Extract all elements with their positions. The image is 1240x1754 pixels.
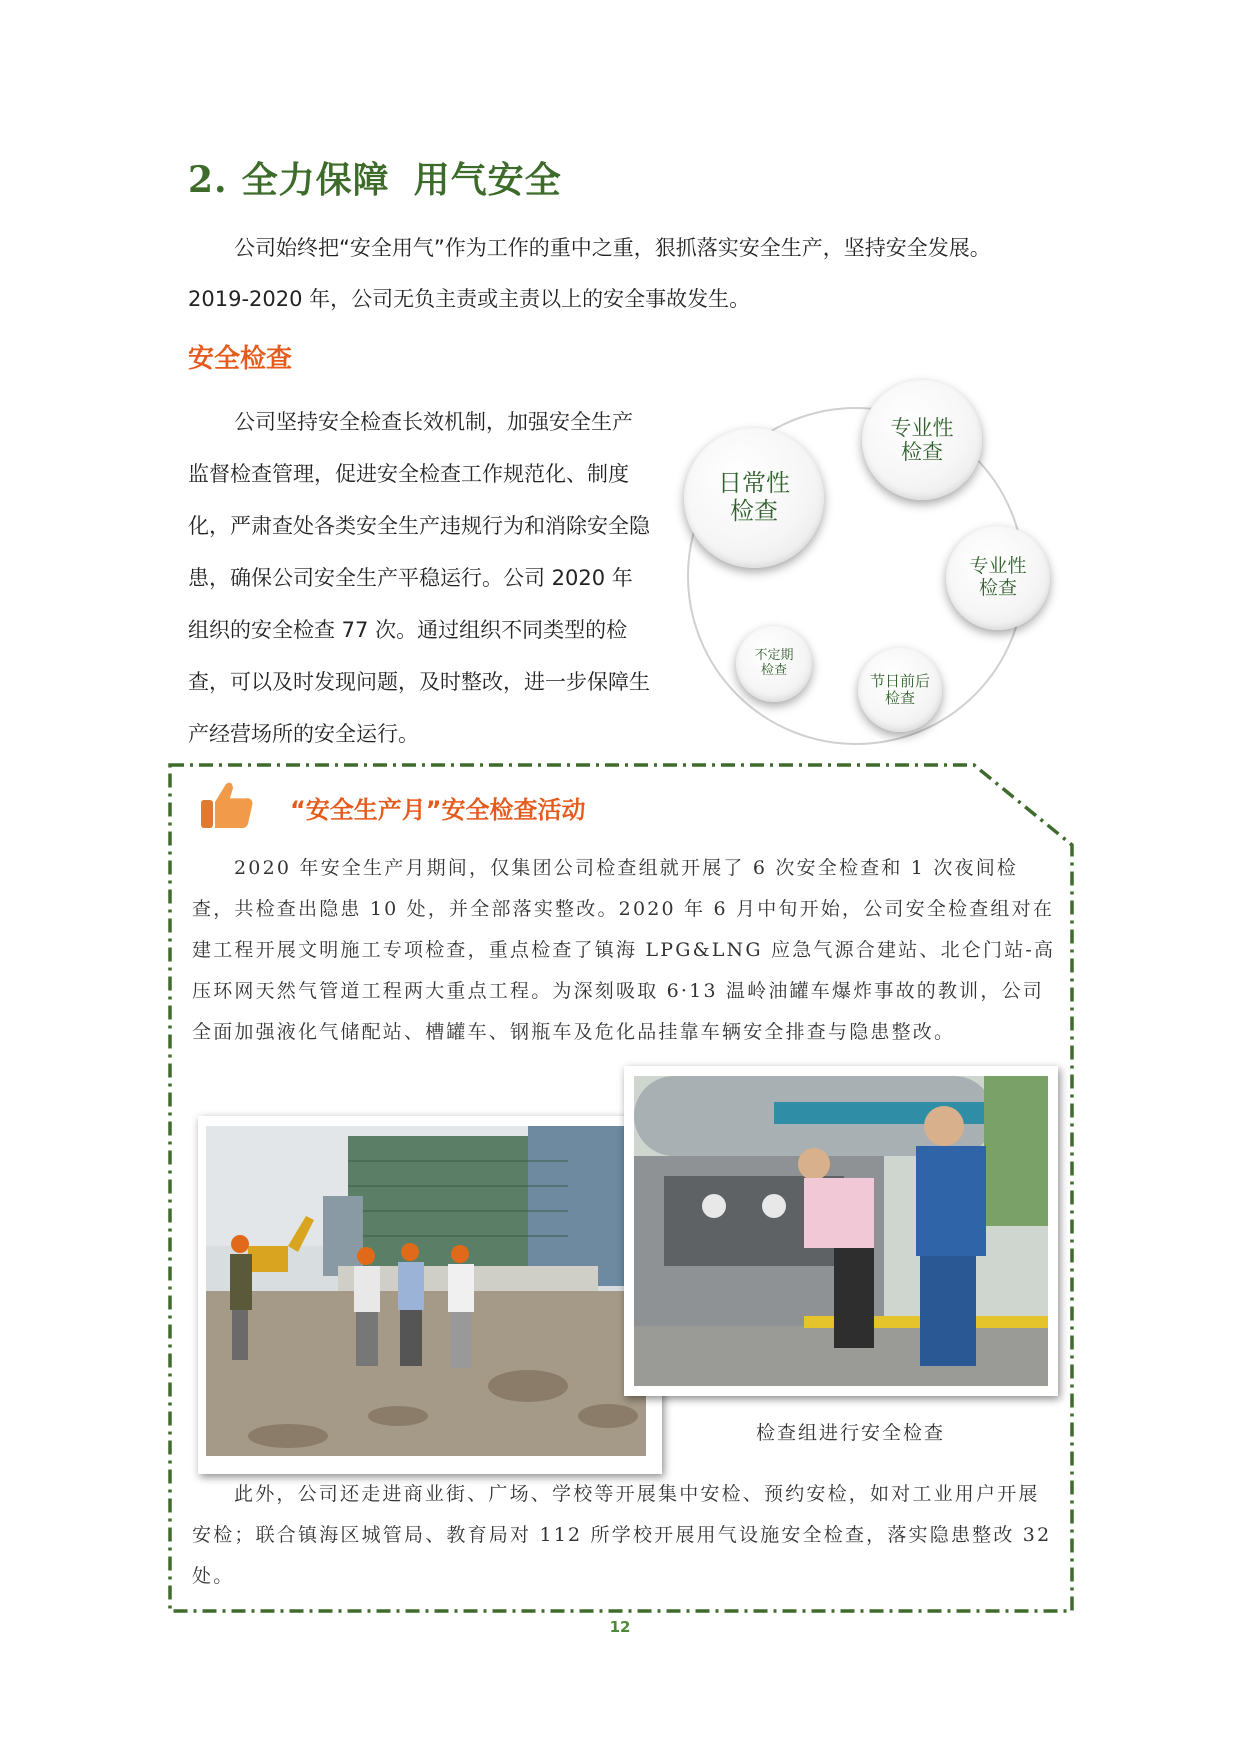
bubble-daily-check: 日常性 检查 <box>684 428 824 568</box>
section-title-part1: 全力保障 <box>241 160 390 201</box>
intro-paragraph <box>188 223 1068 325</box>
section-title-part2: 用气安全 <box>413 160 562 201</box>
section-number: 2. <box>188 159 228 201</box>
bubble-professional-check-right: 专业性 检查 <box>946 526 1050 630</box>
safety-check-text <box>188 396 650 760</box>
construction-inspection-photo <box>198 1116 662 1474</box>
intro-line-1: 公司始终把“安全用气”作为工作的重中之重，狠抓落实安全生产，坚持安全发展。 <box>234 236 991 260</box>
subsection-title: 安全检查 <box>188 344 293 374</box>
photo-caption: 检查组进行安全检查 <box>756 1422 946 1444</box>
bubble-professional-check-top: 专业性 检查 <box>862 380 982 500</box>
activity-paragraph-2: 此外，公司还走进商业街、广场、学校等开展集中安检、预约安检，如对工业用户开展安检；联合镇海区城管局、教育局对 112 所学校开展用气设施安全检查，落实隐患整改 32 处。 <box>192 1483 1052 1587</box>
activity-paragraph-1: 2020 年安全生产月期间，仅集团公司检查组就开展了 6 次安全检查和 1 次夜间检查，共检查出隐患 10 处，并全部落实整改。2020 年 6 月中旬开始，公司安全检查组对在建工程开展文明施工专项检查，重点检查了镇海 LPG&LNG 应急气源合建站、北仑门站-高压环网天然气管道工程两大重点工程。为深刻吸取 6·13 温岭油罐车爆炸事故的教训，公司全面加强液化气储配站、槽罐车、钢瓶车及危化品挂靠车辆安全排查与隐患整改。 <box>192 857 1056 1043</box>
intro-line-2: 2019-2020 年，公司无负主责或主责以上的安全事故发生。 <box>188 287 751 311</box>
page-number: 12 <box>609 1618 631 1636</box>
bubble-irregular-check: 不定期 检查 <box>736 626 812 702</box>
safety-check-paragraph: 公司坚持安全检查长效机制，加强安全生产监督检查管理，促进安全检查工作规范化、制度化，严肃查处各类安全生产违规行为和消除安全隐患，确保公司安全生产平稳运行。公司 2020 年组织的安全检查 77 次。通过组织不同类型的检查，可以及时发现问题，及时整改，进一步保障生产经营场所的安全运行。 <box>188 410 650 746</box>
thumbs-up-icon <box>200 780 254 830</box>
section-heading <box>188 152 562 203</box>
bubble-holiday-check: 节日前后 检查 <box>858 648 942 732</box>
tanker-inspection-photo <box>624 1066 1058 1396</box>
activity-title: “安全生产月”安全检查活动 <box>290 796 586 824</box>
check-types-diagram <box>676 376 1076 756</box>
